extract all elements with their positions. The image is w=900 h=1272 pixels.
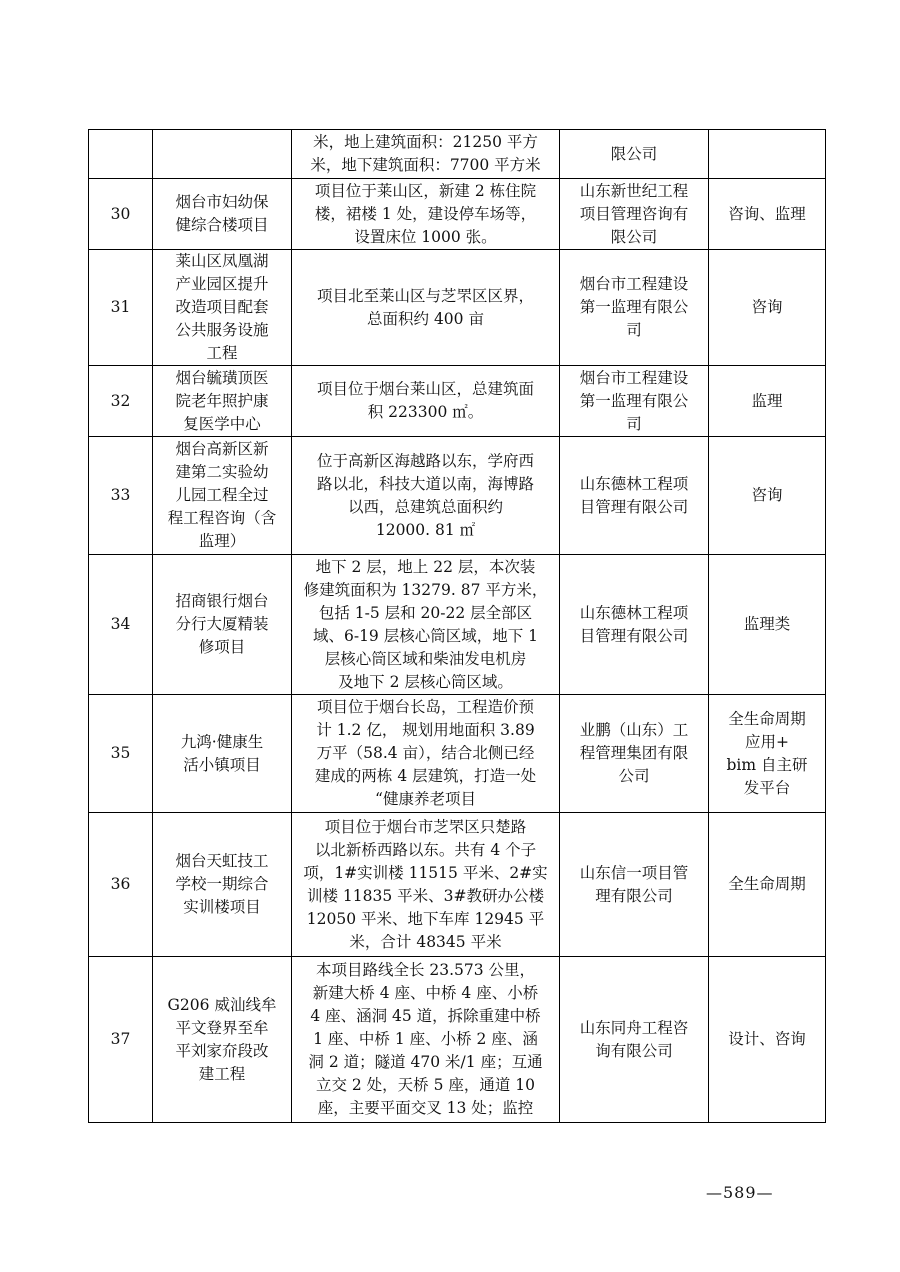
cell-text-line: 项目北至莱山区与芝罘区区界， (316, 286, 534, 305)
table-row (89, 437, 826, 555)
cell-text-line: 洞 2 道；隧道 470 米/1 座；互通 (308, 1053, 543, 1071)
cell-text-line: 训楼 11835 平米、3#教研办公楼 (306, 886, 544, 905)
cell-text-line: 设计、咨询 (728, 1030, 806, 1048)
table-row (89, 366, 826, 437)
project-description-cell (292, 250, 560, 366)
cell-text-line: 座，主要平面交叉 13 处；监控 (317, 1099, 534, 1117)
cell-text-line: 烟台毓璜顶医 (175, 368, 269, 387)
cell-text-line: 烟台市妇幼保 (175, 193, 269, 211)
project-description-cell (292, 695, 560, 813)
row-number-cell: 37 (89, 957, 153, 1123)
cell-text-line: 监理） (198, 532, 246, 550)
cell-text-line: 山东信一项目管 (579, 863, 689, 882)
service-type-cell (709, 957, 826, 1123)
cell-text-line: 理有限公司 (595, 886, 673, 905)
project-description-cell (292, 179, 560, 250)
cell-text-line: 工程 (206, 344, 238, 362)
cell-text-line: 询有限公司 (595, 1041, 673, 1060)
cell-text-line: 米，合计 48345 平米 (349, 932, 502, 951)
cell-text-line: 九鸿·健康生 (180, 732, 264, 751)
service-type-cell (709, 179, 826, 250)
cell-text-line: 平文登界至牟 (175, 1018, 269, 1037)
project-description-cell (292, 130, 560, 179)
cell-text-line: 咨询 (751, 486, 783, 504)
cell-text-line: 项目管理咨询有 (579, 204, 689, 223)
service-type-cell (709, 130, 826, 179)
cell-text-line: 公司 (618, 767, 650, 785)
table-row (89, 813, 826, 957)
company-cell (560, 813, 709, 957)
company-cell (560, 250, 709, 366)
company-cell (560, 366, 709, 437)
cell-text-line: 程管理集团有限 (579, 744, 689, 762)
cell-text-line: 立交 2 处，天桥 5 座，通道 10 (315, 1076, 536, 1094)
project-name-cell (153, 957, 292, 1123)
cell-text-line: 4 座、涵洞 45 道，拆除重建中桥 (310, 1007, 541, 1025)
cell-text-line: 改造项目配套 (175, 298, 269, 316)
table-row (89, 130, 826, 179)
row-number-cell (89, 130, 153, 179)
cell-text-line: 发平台 (743, 778, 791, 797)
cell-text-line: 平刘家夼段改 (175, 1041, 269, 1060)
cell-text-line: 第一监理有限公 (579, 391, 689, 410)
company-cell (560, 555, 709, 695)
cell-text-line: 目管理有限公司 (579, 626, 689, 645)
project-description-cell (292, 437, 560, 555)
table-row (89, 555, 826, 695)
cell-text-line: 以北新桥西路以东。共有 4 个子 (314, 840, 537, 859)
row-number-cell: 33 (89, 437, 153, 555)
company-cell (560, 179, 709, 250)
cell-text-line: 万平（58.4 亩），结合北侧已经 (316, 744, 535, 762)
cell-text-line: 司 (626, 414, 642, 433)
project-name-cell (153, 813, 292, 957)
cell-text-line: 层核心筒区域和柴油发电机房 (324, 649, 527, 668)
service-type-cell (709, 813, 826, 957)
cell-text-line: 积 223300 ㎡。 (367, 403, 484, 421)
project-name-cell (153, 130, 292, 179)
cell-text-line: 位于高新区海越路以东，学府西 (316, 451, 534, 470)
cell-text-line: 限公司 (610, 144, 658, 163)
cell-text-line: 咨询 (751, 298, 783, 316)
cell-text-line: 修建筑面积为 13279. 87 平方米， (303, 580, 548, 599)
project-description-cell (292, 555, 560, 695)
row-number-cell: 31 (89, 250, 153, 366)
service-type-cell (709, 555, 826, 695)
cell-text-line: 路以北，科技大道以南，海博路 (316, 474, 534, 493)
cell-text-line: 山东同舟工程咨 (579, 1018, 689, 1037)
table-row (89, 179, 826, 250)
cell-text-line: 本项目路线全长 23.573 公里， (315, 961, 536, 979)
cell-text-line: “健康养老项目 (375, 790, 476, 808)
cell-text-line: 域、6-19 层核心筒区域，地下 1 (312, 626, 539, 645)
cell-text-line: 司 (626, 321, 642, 339)
company-cell (560, 695, 709, 813)
table-row (89, 695, 826, 813)
cell-text-line: 地下 2 层，地上 22 层，本次装 (315, 557, 536, 576)
cell-text-line: 山东德林工程项 (579, 474, 689, 493)
cell-text-line: 烟台天虹技工 (175, 852, 269, 870)
cell-text-line: 设置床位 1000 张。 (354, 227, 497, 246)
cell-text-line: 第一监理有限公 (579, 298, 689, 316)
cell-text-line: 以西，总建筑总面积约 (347, 497, 503, 516)
cell-text-line: 莱山区凤凰湖 (175, 252, 269, 270)
cell-text-line: 建第二实验幼 (175, 463, 269, 481)
table-row (89, 250, 826, 366)
cell-text-line: 健综合楼项目 (175, 216, 269, 234)
cell-text-line: 产业园区提升 (175, 275, 269, 293)
project-description-cell (292, 366, 560, 437)
cell-text-line: 招商银行烟台 (175, 592, 269, 610)
cell-text-line: 分行大厦精装 (175, 615, 269, 633)
row-number-cell: 35 (89, 695, 153, 813)
cell-text-line: bim 自主研 (726, 755, 808, 774)
cell-text-line: 业鹏（山东）工 (579, 721, 689, 739)
cell-text-line: 计 1.2 亿， 规划用地面积 3.89 (316, 721, 535, 739)
cell-text-line: 项，1#实训楼 11515 平米、2#实 (303, 863, 548, 882)
project-name-cell (153, 179, 292, 250)
cell-text-line: 项目位于烟台莱山区，总建筑面 (316, 380, 534, 398)
service-type-cell (709, 366, 826, 437)
cell-text-line: 项目位于烟台长岛，工程造价预 (316, 698, 534, 716)
cell-text-line: 修项目 (198, 638, 246, 656)
cell-text-line: 建成的两栋 4 层建筑，打造一处 (314, 767, 537, 785)
cell-text-line: 应用+ (745, 732, 789, 751)
cell-text-line: 监理 (751, 391, 783, 410)
cell-text-line: 限公司 (610, 227, 658, 246)
cell-text-line: 全生命周期 (728, 875, 806, 893)
company-cell (560, 957, 709, 1123)
row-number-cell: 36 (89, 813, 153, 957)
cell-text-line: 儿园工程全过 (175, 486, 269, 504)
cell-text-line: 实训楼项目 (183, 898, 261, 916)
cell-text-line: 烟台市工程建设 (579, 368, 689, 387)
cell-text-line: 新建大桥 4 座、中桥 4 座、小桥 (312, 984, 539, 1002)
cell-text-line: 活小镇项目 (183, 755, 261, 774)
cell-text-line: 学校一期综合 (175, 875, 269, 893)
cell-text-line: 程工程咨询（含 (167, 509, 277, 527)
project-table (88, 129, 826, 1123)
cell-text-line: 12050 平米、地下车库 12945 平 (306, 909, 545, 928)
table-row (89, 957, 826, 1123)
cell-text-line: 监理类 (743, 615, 791, 633)
row-number-cell: 32 (89, 366, 153, 437)
cell-text-line: 复医学中心 (183, 414, 261, 433)
service-type-cell (709, 250, 826, 366)
cell-text-line: 烟台市工程建设 (579, 275, 689, 293)
row-number-cell: 34 (89, 555, 153, 695)
cell-text-line: 山东新世纪工程 (579, 181, 689, 200)
cell-text-line: G206 威汕线牟 (167, 995, 277, 1014)
cell-text-line: 米，地上建筑面积：21250 平方 (313, 133, 538, 151)
service-type-cell (709, 437, 826, 555)
service-type-cell (709, 695, 826, 813)
cell-text-line: 建工程 (198, 1064, 246, 1083)
cell-text-line: 咨询、监理 (728, 204, 806, 223)
project-name-cell (153, 366, 292, 437)
cell-text-line: 米，地下建筑面积：7700 平方米 (310, 156, 541, 174)
cell-text-line: 及地下 2 层核心筒区域。 (338, 672, 513, 691)
company-cell (560, 130, 709, 179)
cell-text-line: 目管理有限公司 (579, 497, 689, 516)
cell-text-line: 公共服务设施 (175, 321, 269, 339)
cell-text-line: 1 座、中桥 1 座、小桥 2 座、涵 (313, 1030, 538, 1048)
project-name-cell (153, 555, 292, 695)
cell-text-line: 项目位于烟台市芝罘区只楚路 (324, 817, 527, 836)
cell-text-line: 12000. 81 ㎡ (375, 520, 476, 539)
cell-text-line: 总面积约 400 亩 (367, 309, 484, 328)
project-name-cell (153, 437, 292, 555)
project-name-cell (153, 695, 292, 813)
page-number: —589— (706, 1183, 774, 1202)
cell-text-line: 烟台高新区新 (175, 440, 269, 458)
cell-text-line: 山东德林工程项 (579, 603, 689, 622)
project-description-cell (292, 813, 560, 957)
cell-text-line: 项目位于莱山区，新建 2 栋住院 (314, 181, 537, 200)
cell-text-line: 楼，裙楼 1 处，建设停车场等， (314, 204, 537, 223)
cell-text-line: 全生命周期 (728, 709, 806, 728)
project-name-cell (153, 250, 292, 366)
cell-text-line: 院老年照护康 (175, 391, 269, 410)
row-number-cell: 30 (89, 179, 153, 250)
project-description-cell (292, 957, 560, 1123)
company-cell (560, 437, 709, 555)
cell-text-line: 包括 1-5 层和 20-22 层全部区 (318, 603, 533, 622)
